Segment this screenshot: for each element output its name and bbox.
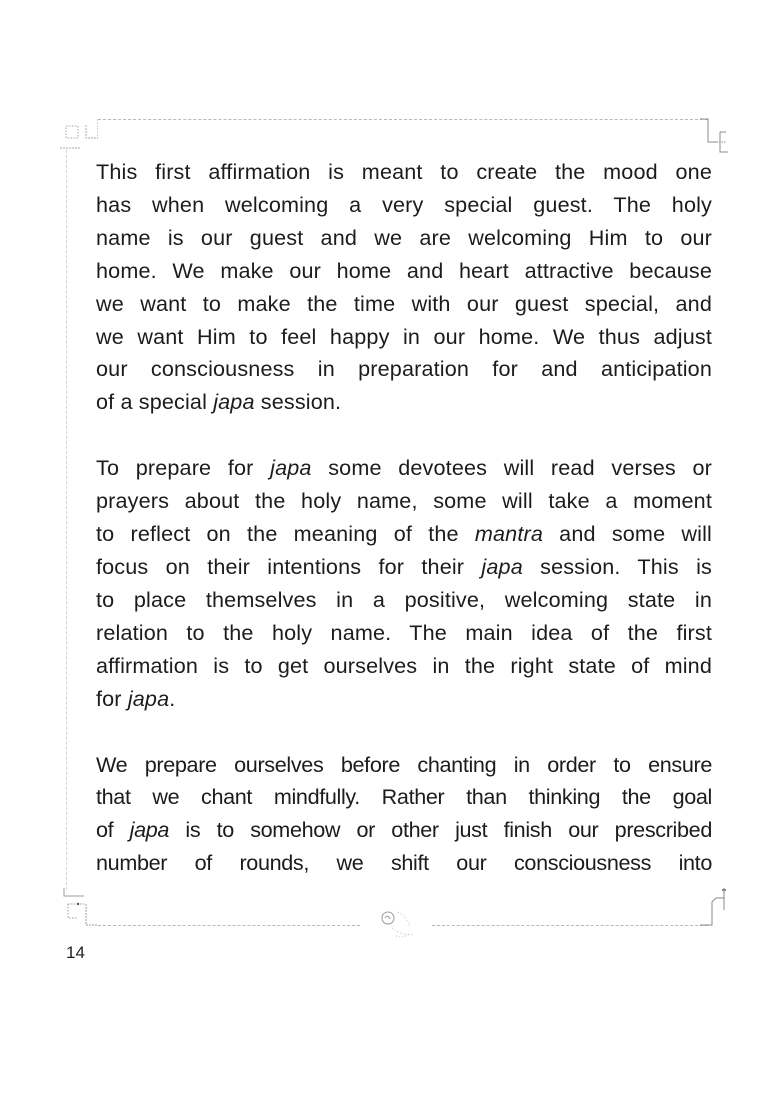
frame-top-border: [98, 119, 708, 120]
text-line: [96, 255, 712, 288]
text-line: [96, 617, 712, 650]
text-line: [96, 683, 712, 716]
text-segment: focus on their intentions for their: [96, 553, 482, 579]
text-line: [96, 189, 712, 222]
text-line: [96, 518, 712, 551]
text-segment: .: [169, 685, 176, 711]
text-segment: name is our guest and we are welcoming Him to our: [96, 224, 712, 250]
page-number: 14: [66, 943, 85, 962]
corner-ornament-bottom-left-icon: [58, 888, 98, 932]
text-line: [96, 386, 712, 419]
paragraph-3: [96, 749, 712, 881]
italic-term: japa: [481, 553, 523, 579]
frame-left-border: [66, 150, 67, 890]
text-segment: To prepare for: [96, 455, 271, 481]
text-segment: has when welcoming a very special guest. The holy: [96, 191, 712, 217]
text-segment: relation to the holy name. The main idea of the first: [96, 619, 712, 645]
text-line: [96, 847, 712, 880]
text-line: [96, 781, 712, 814]
italic-term: mantra: [474, 521, 543, 547]
text-line: [96, 650, 712, 683]
paragraph-1: [96, 156, 712, 419]
text-segment: our consciousness in preparation for and anticipation: [96, 356, 712, 382]
text-segment: of: [96, 817, 130, 843]
italic-term: japa: [127, 685, 170, 711]
corner-ornament-top-left-icon: [58, 114, 98, 158]
text-line: [96, 485, 712, 518]
text-segment: we want Him to feel happy in our home. We thus adjust: [96, 323, 712, 349]
text-line: [96, 321, 712, 354]
body-text: [96, 156, 712, 913]
text-segment: of a special: [96, 389, 214, 415]
paragraph-2: [96, 452, 712, 715]
corner-ornament-top-right-icon: [700, 114, 740, 158]
text-segment: to reflect on the meaning of the: [96, 521, 475, 547]
text-segment: some devotees will read verses or: [311, 455, 713, 481]
text-line: [96, 452, 712, 485]
text-segment: is to somehow or other just finish our prescribed: [169, 817, 712, 843]
text-segment: home. We make our home and heart attractive because: [96, 257, 712, 283]
text-line: [96, 814, 712, 847]
frame-bottom-border-left: [98, 925, 360, 926]
text-segment: for: [96, 685, 128, 711]
text-segment: number of rounds, we shift our consciousness into: [96, 850, 712, 876]
text-segment: prayers about the holy name, some will take a moment: [96, 488, 712, 514]
text-segment: We prepare ourselves before chanting in order to ensure: [96, 751, 712, 777]
italic-term: japa: [270, 455, 312, 481]
text-line: [96, 156, 712, 189]
text-line: [96, 222, 712, 255]
text-segment: affirmation is to get ourselves in the right state of mind: [96, 652, 712, 678]
text-line: [96, 288, 712, 321]
text-segment: session. This is: [522, 553, 712, 579]
text-segment: to place themselves in a positive, welcoming state in: [96, 586, 712, 612]
text-segment: and some will: [542, 521, 712, 547]
text-line: [96, 584, 712, 617]
text-segment: that we chant mindfully. Rather than thinking the goal: [96, 784, 712, 810]
text-segment: This first affirmation is meant to create the mood one: [96, 159, 712, 184]
text-line: [96, 353, 712, 386]
text-segment: we want to make the time with our guest special, and: [96, 290, 712, 316]
text-line: [96, 749, 712, 782]
italic-term: japa: [213, 389, 255, 415]
text-segment: session.: [254, 389, 342, 415]
text-line: [96, 551, 712, 584]
frame-bottom-border-right: [432, 925, 708, 926]
italic-term: japa: [129, 817, 170, 843]
